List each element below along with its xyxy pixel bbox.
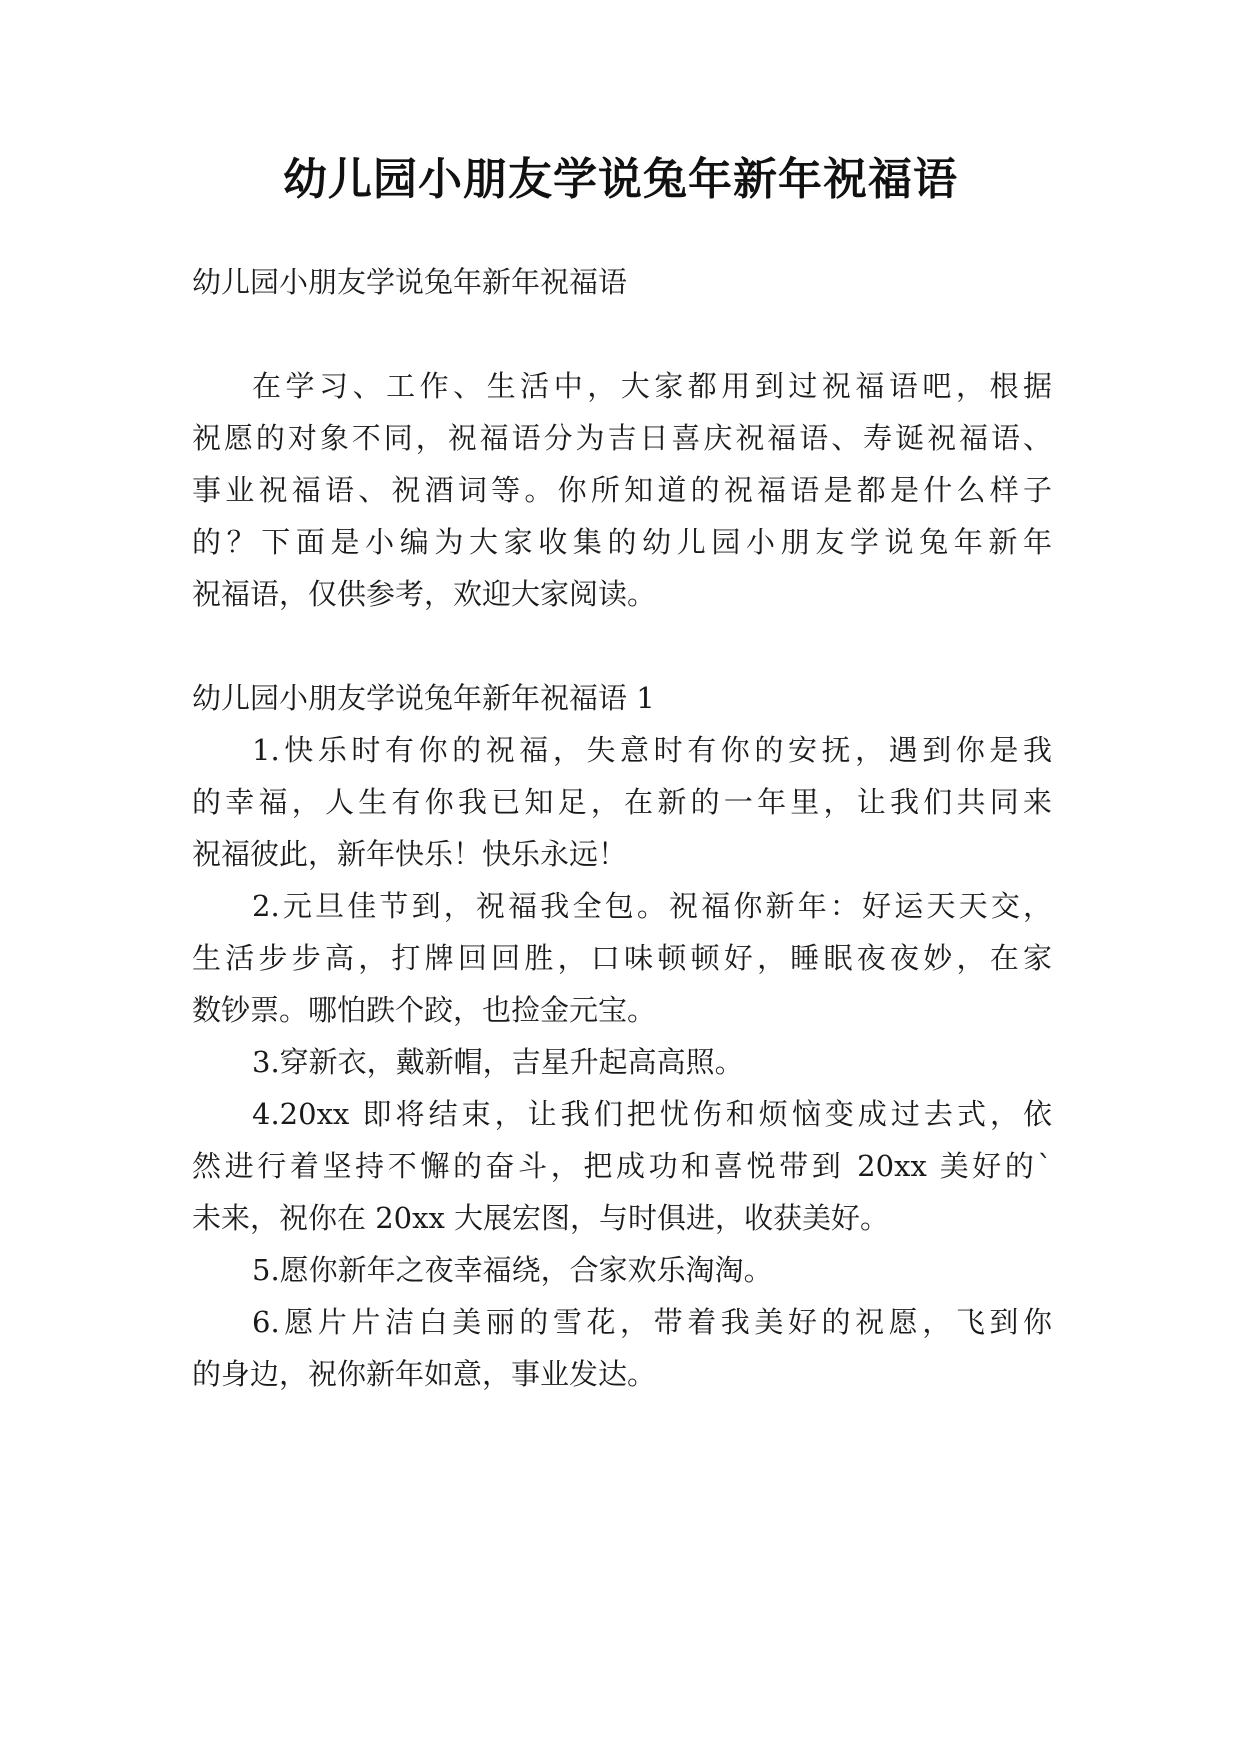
item-line: 2.元旦佳节到，祝福我全包。祝福你新年：好运天天交， [252,889,1052,923]
item-line: 4.20xx 即将结束，让我们把忧伤和烦恼变成过去式，依 [252,1097,1052,1131]
item-line: 的身边，祝你新年如意，事业发达。 [192,1357,657,1391]
item-line: 祝福彼此，新年快乐！快乐永远！ [192,837,628,871]
item-line: 数钞票。哪怕跌个跤，也捡金元宝。 [192,993,657,1027]
item-line: 生活步步高，打牌回回胜，口味顿顿好，睡眠夜夜妙，在家 [192,941,1052,975]
intro-line: 的？下面是小编为大家收集的幼儿园小朋友学说兔年新年 [192,525,1052,559]
intro-line: 在学习、工作、生活中，大家都用到过祝福语吧，根据 [252,369,1052,403]
section-heading: 幼儿园小朋友学说兔年新年祝福语 1 [192,681,655,715]
item-line: 然进行着坚持不懈的奋斗，把成功和喜悦带到 20xx 美好的` [192,1149,1052,1183]
item-line: 3.穿新衣，戴新帽，吉星升起高高照。 [252,1045,744,1079]
intro-line: 事业祝福语、祝酒词等。你所知道的祝福语是都是什么样子 [192,473,1052,507]
intro-line: 祝愿的对象不同，祝福语分为吉日喜庆祝福语、寿诞祝福语、 [192,421,1052,455]
document-title: 幼儿园小朋友学说兔年新年祝福语 [283,154,958,205]
item-line: 未来，祝你在 20xx 大展宏图，与时俱进，收获美好。 [192,1201,890,1235]
subtitle: 幼儿园小朋友学说兔年新年祝福语 [192,265,628,299]
item-line: 1.快乐时有你的祝福，失意时有你的安抚，遇到你是我 [252,733,1052,767]
item-line: 的幸福，人生有你我已知足，在新的一年里，让我们共同来 [192,785,1052,819]
item-line: 5.愿你新年之夜幸福绕，合家欢乐淘淘。 [252,1253,773,1287]
intro-line: 祝福语，仅供参考，欢迎大家阅读。 [192,577,657,611]
item-line: 6.愿片片洁白美丽的雪花，带着我美好的祝愿，飞到你 [252,1305,1052,1339]
